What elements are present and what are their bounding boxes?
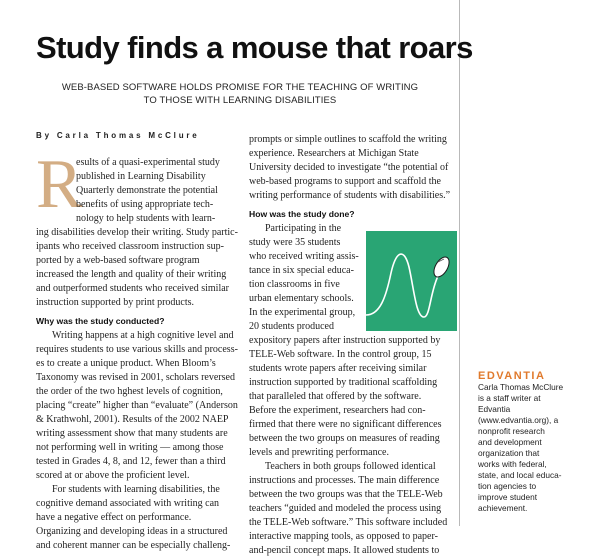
text-line: instruction supported by traditional scaffolding (249, 377, 438, 388)
text-line: benefits of using appropriate tech- (76, 199, 214, 210)
text-line: prompts or simple outlines to scaffold the writing (249, 134, 447, 145)
text-line: nology to help students with learn- (76, 213, 216, 224)
text-line: firmed that there were no significant differences (249, 419, 442, 430)
section-heading: How was the study done? (249, 209, 355, 219)
bio-line: achievement. (478, 503, 528, 513)
text-line: writing performance of students with disabilities.” (249, 190, 451, 201)
text-line: ported by a web-based software program (36, 255, 200, 266)
bio-line: nonprofit research (478, 426, 545, 436)
text-line: ing disabilities develop their writing. Study partic- (36, 227, 238, 238)
text-line: & Krathwohl, 2001). Results of the 2002 NAEP (36, 414, 229, 425)
text-line: that paralleled that offered by the software. (249, 391, 422, 402)
text-line: the order of the two hghest levels of cognition, (36, 386, 223, 397)
mouse-cord-icon (366, 231, 457, 331)
text-line: tion classrooms in five (249, 279, 340, 290)
text-line: urban elementary schools. (249, 293, 354, 304)
text-line: Before the experiment, researchers had con- (249, 405, 426, 416)
text-line: and coherent manner can be especially challeng- (36, 540, 231, 551)
section-heading: Why was the study conducted? (36, 316, 165, 326)
subheadline (60, 81, 420, 107)
text-line: between the two groups on measures of reading (249, 433, 440, 444)
text-line: For students with learning disabilities, the (52, 484, 220, 495)
headline: Study finds a mouse that roars (36, 30, 473, 65)
text-line: Taxonomy was revised in 2001, scholars reversed (36, 372, 235, 383)
text-line: teachers “guided and modeled the process using (249, 503, 442, 514)
text-line: Teachers in both groups followed identical (265, 461, 436, 472)
text-line: es to create a unique product. When Bloom’s (36, 358, 216, 369)
bio-line: (www.edvantia.org), a (478, 415, 559, 425)
text-line: the TELE-Web software.” This software included (249, 517, 448, 528)
text-line: University decided to investigate “the potential of (249, 162, 449, 173)
text-line: TELE-Web software. In the control group, 15 (249, 349, 432, 360)
text-line: scored at or above the proficient level. (36, 470, 190, 481)
text-line: Participating in the (265, 223, 342, 234)
bio-line: Carla Thomas McClure (478, 382, 564, 392)
text-line: study were 35 students (249, 237, 341, 248)
text-line: published in Learning Disability (76, 171, 206, 182)
text-line: increased the length and quality of their writing (36, 269, 227, 280)
text-line: tance in six special educa- (249, 265, 354, 276)
edvantia-logo: EDVANTIA (478, 370, 546, 382)
text-line: have a negative effect on performance. (36, 512, 192, 523)
text-line: web-based programs to support and scaffold the (249, 176, 441, 187)
text-line: students wrote papers after receiving similar (249, 363, 427, 374)
text-line: esults of a quasi-experimental study (76, 157, 220, 168)
subheadline-line: WEB-BASED SOFTWARE HOLDS PROMISE FOR THE TEACHING OF WRITING (61, 82, 419, 93)
bio-line: improve student (478, 492, 538, 502)
bio-line: state, and local educa- (478, 470, 562, 480)
text-line: cognitive demand associated with writing can (36, 498, 220, 509)
bio-line: tion agencies to (478, 481, 537, 491)
text-line: not performing well in writing — among those (36, 442, 224, 453)
text-line: expository papers after instruction supported by (249, 335, 441, 346)
bio-line: organization that (478, 448, 540, 458)
bio-line: and development (478, 437, 542, 447)
text-line: writing assessment show that many students are (36, 428, 228, 439)
text-line: placing “create” higher than “evaluate” (Anderson (36, 400, 238, 411)
text-line: tested in Grades 4, 8, and 12, fewer than a third (36, 456, 226, 467)
text-line: and-pencil concept maps. It allowed students to (249, 545, 440, 556)
bio-line: Edvantia (478, 404, 511, 414)
byline: By Carla Thomas McClure (36, 131, 200, 140)
text-line: who received writing assis- (249, 251, 359, 262)
text-line: 20 students produced (249, 321, 334, 332)
text-line: Writing happens at a high cognitive level and (52, 330, 234, 341)
subheadline-line: TO THOSE WITH LEARNING DISABILITIES (143, 95, 337, 106)
text-line: In the experimental group, (249, 307, 356, 318)
text-line: instructions and processes. The main difference (249, 475, 440, 486)
text-line: and outperformed students who received similar (36, 283, 229, 294)
text-line: requires students to use various skills and process- (36, 344, 238, 355)
text-line: experience. Researchers at Michigan State (249, 148, 419, 159)
text-line: between the two groups was that the TELE-Web (249, 489, 443, 500)
sidebar-divider (459, 0, 460, 526)
bio-line: is a staff writer at (478, 393, 541, 403)
text-line: interactive mapping tools, as opposed to paper- (249, 531, 438, 542)
text-line: levels and prewriting performance. (249, 447, 389, 458)
bio-line: works with federal, (478, 459, 547, 469)
text-line: Quarterly demonstrate the potential (76, 185, 218, 196)
drop-cap: R (36, 146, 83, 223)
text-line: ipants who received classroom instruction sup- (36, 241, 225, 252)
text-line: instruction supported by print products. (36, 297, 195, 308)
text-line: Organizing and developing ideas in a structured (36, 526, 228, 537)
